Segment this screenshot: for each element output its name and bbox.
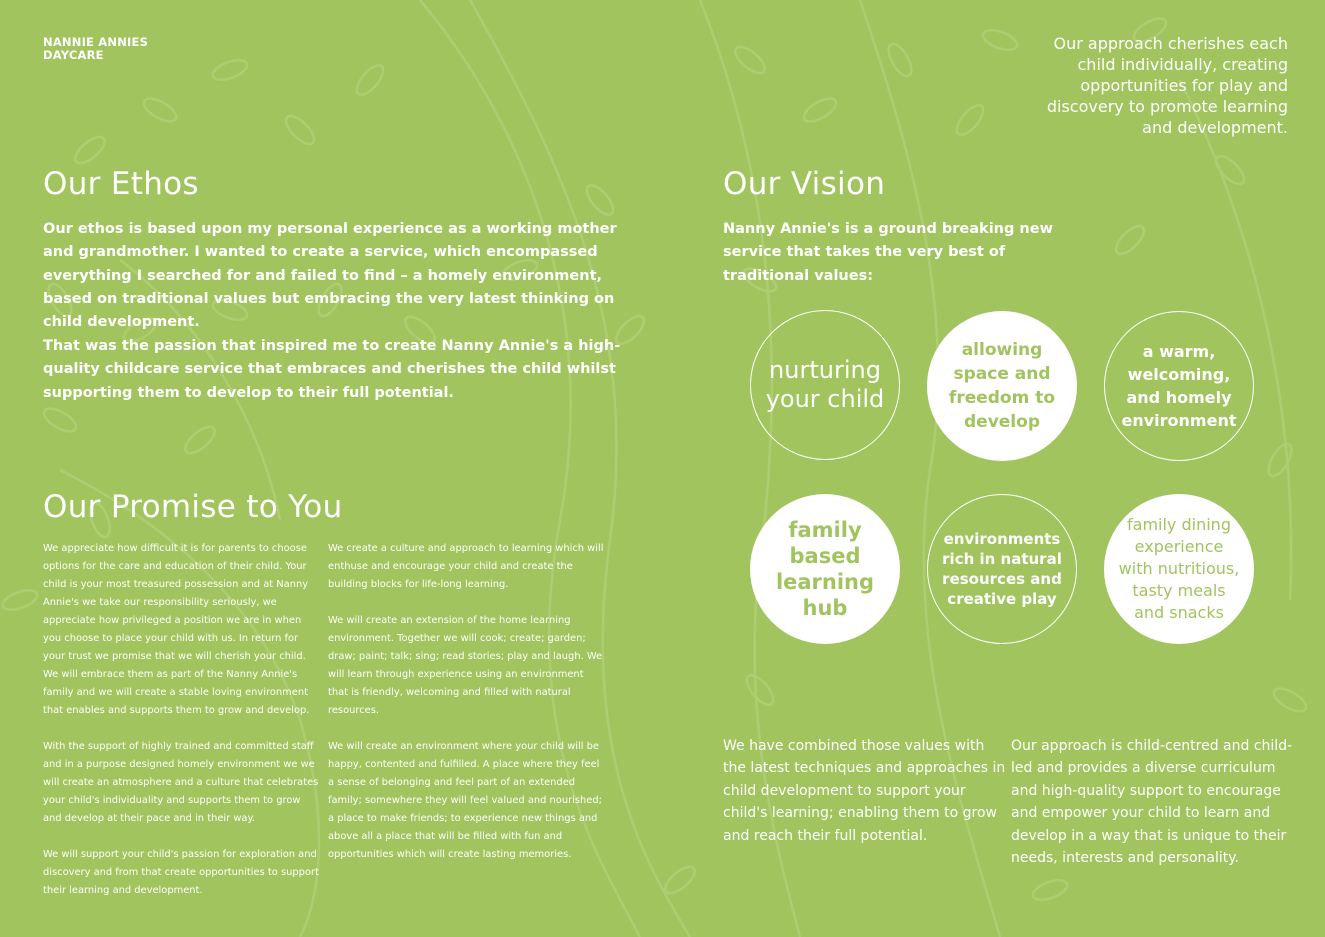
value-circle-text: nurturing your child: [765, 356, 885, 413]
promise-col1-paragraph: We appreciate how difficult it is for parents to choose options for the care and education of their child. Your child is your most treasured possession and at Nanny Annie's we take our responsibility seriously, we appreciate how privileged a position we are in when you choose to place your child with us. In return for your trust we promise that we will cherish your child. We will embrace them as part of the Nanny Annie's family and we will create a stable loving environment that enables and supports them to grow and develop.: [43, 543, 310, 716]
ethos-paragraph-1: Our ethos is based upon my personal experience as a working mother and grandmother. I wanted to create a service, which encompassed everything I searched for and failed to find – a homely environment, based on traditional values but embracing the very latest thinking on child development.: [43, 221, 617, 331]
promise-col1-paragraph: We will support your child's passion for exploration and discovery and from that create opportunities to support their learning and development.: [43, 849, 319, 896]
vision-column-1: We have combined those values with the latest techniques and approaches in child development to support your child's learning; enabling them to grow and reach their full potential.: [723, 738, 1006, 844]
value-circle-text: a warm, welcoming, and homely environment: [1121, 342, 1237, 430]
promise-col1-paragraph: With the support of highly trained and committed staff and in a purpose designed homely environment we we will create an atmosphere and a culture that celebrates your child's individuality and supports them to grow and develop at their pace and in their way.: [43, 741, 319, 824]
value-circle-learning-hub: [750, 494, 900, 644]
vision-intro: Nanny Annie's is a ground breaking new service that takes the very best of traditional values:: [723, 221, 1053, 284]
vision-column-2: Our approach is child-centred and child-led and provides a diverse curriculum and high-quality support to encourage and empower your child to learn and develop in a way that is unique to their needs, interests and personality.: [1011, 738, 1293, 867]
value-circle-freedom: [927, 311, 1077, 461]
promise-column-1: [43, 540, 319, 918]
promise-col2-paragraph: We will create an environment where your child will be happy, contented and fulfilled. A place where they feel a sense of belonging and feel part of an extended family; somewhere they will feel valued and nourished; a place to make friends; to experience new things and above all a place that will be filled with fun and opportunities which will create lasting memories.: [328, 741, 602, 860]
value-circle-nurturing: [750, 310, 900, 460]
promise-col2-paragraph: We will create an extension of the home learning environment. Together we will cook; create; garden; draw; paint; talk; sing; read stories; play and laugh. We will learn through experience using an environment that is friendly, welcoming and filled with natural resources.: [328, 615, 603, 716]
value-circle-natural-resources: [927, 494, 1077, 644]
value-circle-text: family based learning hub: [775, 518, 875, 620]
promise-col2-paragraph: We create a culture and approach to learning which will enthuse and encourage your child and create the building blocks for life-long learning.: [328, 543, 604, 590]
value-circle-text: allowing space and freedom to develop: [948, 340, 1056, 432]
promise-title: Our Promise to You: [43, 489, 343, 525]
value-circle-text: family dining experience with nutritious, tasty meals and snacks: [1118, 515, 1240, 622]
value-circle-dining: [1104, 494, 1254, 644]
tagline: Our approach cherishes each child individually, creating opportunities for play and discovery to promote learning and development.: [1046, 34, 1288, 137]
brand-logo: [43, 36, 148, 62]
value-circle-text: environments rich in natural resources and creative play: [942, 530, 1062, 608]
brand-line-1: NANNIE ANNIES: [43, 35, 149, 49]
value-circle-homely: [1104, 311, 1254, 461]
ethos-paragraph-2: That was the passion that inspired me to create Nanny Annie's a high-quality childcare service that embraces and cherishes the child whilst supporting them to develop to their full potential.: [43, 338, 621, 401]
vision-title: Our Vision: [723, 166, 886, 202]
ethos-title: Our Ethos: [43, 166, 199, 202]
brand-line-2: DAYCARE: [43, 48, 104, 62]
promise-column-2: [328, 540, 604, 882]
